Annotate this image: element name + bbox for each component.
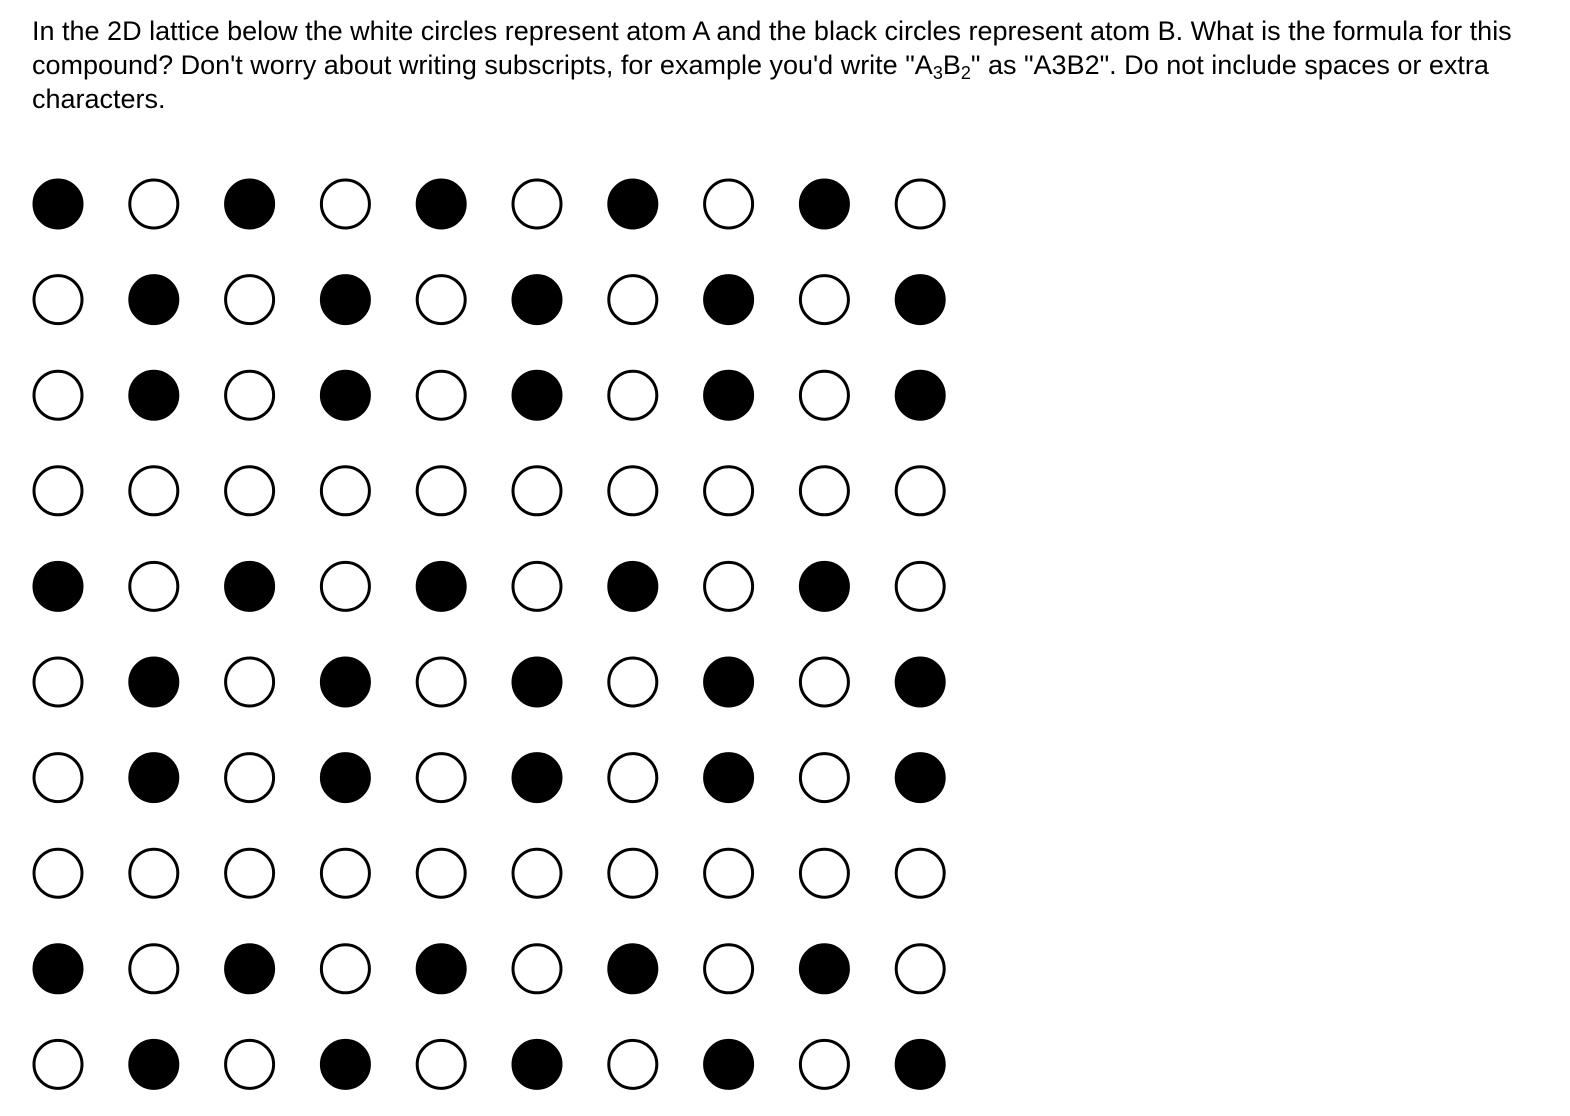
atom-a-white-circle — [130, 562, 178, 610]
atom-b-black-circle — [130, 1040, 178, 1088]
atom-b-black-circle — [609, 945, 657, 993]
atom-a-white-circle — [321, 562, 369, 610]
atom-b-black-circle — [130, 754, 178, 802]
atom-a-white-circle — [321, 180, 369, 228]
atom-a-white-circle — [34, 276, 82, 324]
atom-a-white-circle — [34, 658, 82, 706]
atom-a-white-circle — [800, 467, 848, 515]
question-part-2: " as "A3B2". Do not include spaces or extra characters. — [32, 50, 1489, 114]
atom-a-white-circle — [130, 467, 178, 515]
atom-a-white-circle — [896, 467, 944, 515]
atom-a-white-circle — [417, 467, 465, 515]
atom-b-black-circle — [513, 658, 561, 706]
atom-a-white-circle — [800, 754, 848, 802]
atom-b-black-circle — [896, 276, 944, 324]
atom-b-black-circle — [34, 562, 82, 610]
atom-b-black-circle — [800, 945, 848, 993]
atom-b-black-circle — [896, 754, 944, 802]
atom-b-black-circle — [896, 371, 944, 419]
atom-b-black-circle — [321, 371, 369, 419]
atom-b-black-circle — [513, 276, 561, 324]
atom-a-white-circle — [705, 945, 753, 993]
atom-a-white-circle — [417, 849, 465, 897]
atom-a-white-circle — [321, 945, 369, 993]
atom-b-black-circle — [609, 562, 657, 610]
atom-a-white-circle — [896, 562, 944, 610]
example-atom-a-subscript: 3 — [932, 63, 943, 83]
atom-b-black-circle — [321, 658, 369, 706]
atom-a-white-circle — [800, 276, 848, 324]
atom-b-black-circle — [705, 371, 753, 419]
atom-a-white-circle — [513, 180, 561, 228]
atom-a-white-circle — [226, 1040, 274, 1088]
atom-a-white-circle — [609, 754, 657, 802]
atom-a-white-circle — [321, 849, 369, 897]
atom-a-white-circle — [609, 467, 657, 515]
atom-a-white-circle — [130, 180, 178, 228]
atom-a-white-circle — [705, 562, 753, 610]
atom-b-black-circle — [513, 1040, 561, 1088]
atom-b-black-circle — [896, 1040, 944, 1088]
atom-a-white-circle — [321, 467, 369, 515]
atom-b-black-circle — [417, 180, 465, 228]
atom-a-white-circle — [34, 849, 82, 897]
atom-b-black-circle — [705, 754, 753, 802]
atom-a-white-circle — [513, 945, 561, 993]
question-part-1: In the 2D lattice below the white circles represent atom A and the black circles represent atom B. What is the formula for this compound? Don't worry about writing subscripts, for example you'd write " — [32, 16, 1512, 80]
atom-b-black-circle — [321, 754, 369, 802]
atom-a-white-circle — [609, 371, 657, 419]
atom-b-black-circle — [130, 371, 178, 419]
atom-a-white-circle — [705, 849, 753, 897]
atom-b-black-circle — [321, 1040, 369, 1088]
atom-b-black-circle — [130, 276, 178, 324]
atom-b-black-circle — [705, 658, 753, 706]
atom-a-white-circle — [34, 467, 82, 515]
atom-a-white-circle — [896, 945, 944, 993]
atom-a-white-circle — [800, 371, 848, 419]
example-atom-b-subscript: 2 — [960, 63, 971, 83]
atom-b-black-circle — [417, 562, 465, 610]
atom-b-black-circle — [34, 945, 82, 993]
atom-a-white-circle — [800, 658, 848, 706]
atom-a-white-circle — [513, 562, 561, 610]
atom-a-white-circle — [513, 467, 561, 515]
atom-b-black-circle — [417, 945, 465, 993]
atom-b-black-circle — [226, 180, 274, 228]
atom-b-black-circle — [513, 754, 561, 802]
atom-b-black-circle — [321, 276, 369, 324]
atom-b-black-circle — [34, 180, 82, 228]
atom-b-black-circle — [800, 180, 848, 228]
atom-a-white-circle — [417, 276, 465, 324]
atom-a-white-circle — [896, 180, 944, 228]
atom-b-black-circle — [896, 658, 944, 706]
atom-a-white-circle — [226, 467, 274, 515]
atom-b-black-circle — [609, 180, 657, 228]
atom-a-white-circle — [609, 276, 657, 324]
atom-a-white-circle — [226, 276, 274, 324]
atom-b-black-circle — [130, 658, 178, 706]
atom-b-black-circle — [800, 562, 848, 610]
atom-a-white-circle — [896, 849, 944, 897]
atom-a-white-circle — [417, 754, 465, 802]
atom-a-white-circle — [609, 849, 657, 897]
atom-a-white-circle — [800, 1040, 848, 1088]
atom-a-white-circle — [130, 849, 178, 897]
atom-b-black-circle — [705, 276, 753, 324]
atom-b-black-circle — [705, 1040, 753, 1088]
atom-a-white-circle — [513, 849, 561, 897]
atom-a-white-circle — [800, 849, 848, 897]
atom-a-white-circle — [609, 658, 657, 706]
atom-a-white-circle — [226, 658, 274, 706]
atom-a-white-circle — [226, 849, 274, 897]
atom-b-black-circle — [513, 371, 561, 419]
atom-a-white-circle — [130, 945, 178, 993]
atom-a-white-circle — [417, 371, 465, 419]
atom-a-white-circle — [34, 371, 82, 419]
atom-a-white-circle — [34, 1040, 82, 1088]
atom-b-black-circle — [226, 945, 274, 993]
atom-b-black-circle — [226, 562, 274, 610]
atom-a-white-circle — [417, 658, 465, 706]
atom-a-white-circle — [226, 754, 274, 802]
example-atom-a: A — [914, 50, 933, 80]
atom-a-white-circle — [609, 1040, 657, 1088]
atom-a-white-circle — [705, 180, 753, 228]
atom-a-white-circle — [417, 1040, 465, 1088]
atom-a-white-circle — [226, 371, 274, 419]
example-atom-b: B — [942, 50, 961, 80]
atom-a-white-circle — [34, 754, 82, 802]
atom-a-white-circle — [705, 467, 753, 515]
